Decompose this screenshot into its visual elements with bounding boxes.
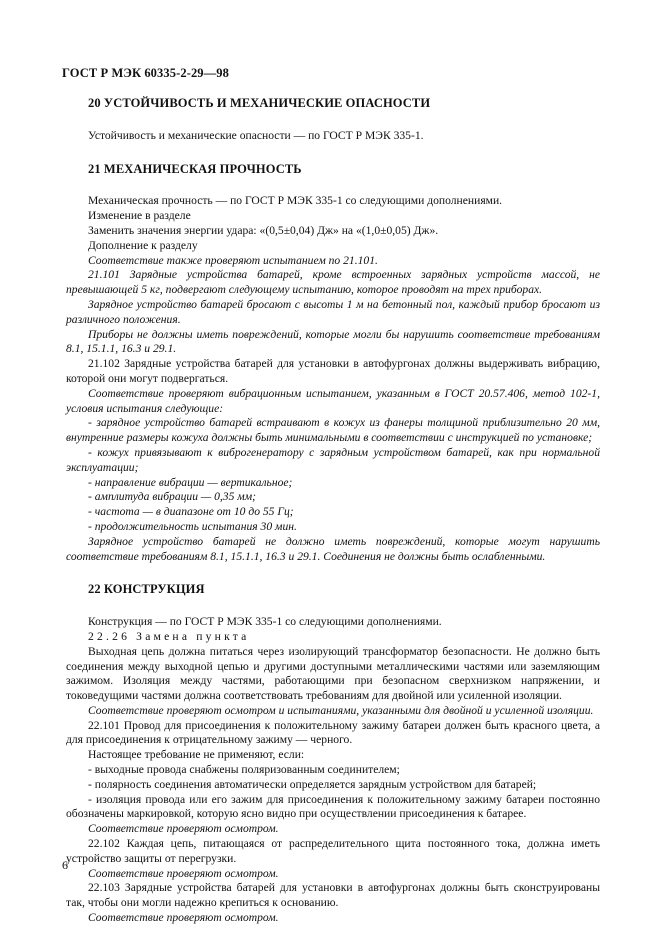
compliance-note: Зарядное устройство батарей не должно иметь повреждений, которые могут нарушить соответствие требованиям 8.1, 15.1.1, 16.3 и 29.1. Соединения не должны быть ослабленными. xyxy=(66,534,600,563)
compliance-note: Соответствие проверяют осмотром. xyxy=(88,866,279,880)
compliance-note: Соответствие проверяют осмотром. xyxy=(88,822,279,836)
list-item: - выходные провода снабжены поляризованным соединителем; xyxy=(88,763,400,777)
list-item: - амплитуда вибрации — 0,35 мм; xyxy=(88,490,256,504)
list-item: - направление вибрации — вертикальное; xyxy=(88,475,293,489)
clause-22-102: 22.102 Каждая цепь, питающаяся от распределительного щита постоянного тока, должна иметь устройство защиты от перегрузки. xyxy=(66,837,600,865)
list-item: - кожух привязывают к виброгенератору с зарядным устройством батарей, как при нормальной эксплуатации; xyxy=(66,445,600,474)
list-item: - продолжительность испытания 30 мин. xyxy=(88,519,297,533)
paragraph: Приборы не должны иметь повреждений, которые могли бы нарушить соответствие требованиям 8.1, 15.1.1, 16.3 и 29.1. xyxy=(66,327,600,356)
paragraph: Зарядное устройство батарей бросают с высоты 1 м на бетонный пол, каждый прибор бросают из различного положения. xyxy=(66,297,600,326)
paragraph: Механическая прочность — по ГОСТ Р МЭК 335-1 со следующими дополнениями. xyxy=(88,194,503,208)
compliance-note: Соответствие проверяют осмотром и испытаниями, указанными для двойной и усиленной изоляции. xyxy=(88,703,594,717)
section-21-title: 21 МЕХАНИЧЕСКАЯ ПРОЧНОСТЬ xyxy=(88,161,302,176)
page-number: 6 xyxy=(62,858,68,872)
document-body xyxy=(66,96,600,926)
section-20-title: 20 УСТОЙЧИВОСТЬ И МЕХАНИЧЕСКИЕ ОПАСНОСТИ xyxy=(88,96,431,110)
compliance-note: Соответствие проверяют осмотром. xyxy=(88,911,279,925)
paragraph: Изменение в разделе xyxy=(88,209,191,223)
compliance-note: Соответствие также проверяют испытанием по 21.101. xyxy=(88,253,378,267)
list-item: - зарядное устройство батарей встраивают в кожух из фанеры толщиной приблизительно 20 мм, внутренние размеры кожуха должны быть минимальными в соответствии с инструкцией по установке; xyxy=(66,416,600,445)
clause-21-102: 21.102 Зарядные устройства батарей для установки в автофургонах должны выдерживать вибрацию, которой они могут подвергаться. xyxy=(66,357,600,385)
paragraph: Настоящее требование не применяют, если: xyxy=(88,748,305,762)
paragraph: Конструкция — по ГОСТ Р МЭК 335-1 со следующими дополнениями. xyxy=(88,615,442,629)
clause-21-101: 21.101 Зарядные устройства батарей, кроме встроенных зарядных устройств массой, не превышающей 5 кг, подвергают следующему испытанию, которое проводят на трех приборах. xyxy=(66,268,600,297)
compliance-note: Соответствие проверяют вибрационным испытанием, указанным в ГОСТ 20.57.406, метод 102-1, условия испытания следующие: xyxy=(66,386,600,415)
clause-22-103: 22.103 Зарядные устройства батарей для установки в автофургонах должны быть сконструированы так, чтобы они могли надежно крепиться к основанию. xyxy=(66,881,600,910)
clause-22-101: 22.101 Провод для присоединения к положительному зажиму батареи должен быть красного цвета, а для присоединения к отрицательному зажиму — черного. xyxy=(66,718,600,747)
paragraph: Заменить значения энергии удара: «(0,5±0,04) Дж» на «(1,0±0,05) Дж». xyxy=(88,223,439,237)
paragraph: Выходная цепь должна питаться через изолирующий трансформатор безопасности. Не должно быть соединения между выходной цепью и другими доступными металлическими частями или заземляющим зажимом. Изоляция между частями, работающими при безопасном сверхнизком напряжении, и токоведущими частями должна соответствовать требованиям для двойной или усиленной изоляции. xyxy=(66,644,600,703)
paragraph: Дополнение к разделу xyxy=(88,238,198,252)
clause-22-26: 22.26 Замена пункта xyxy=(88,629,250,643)
list-item: - полярность соединения автоматически определяется зарядным устройством для батарей; xyxy=(88,777,537,791)
document-header: ГОСТ Р МЭК 60335-2-29—98 xyxy=(62,66,229,80)
list-item: - частота — в диапазоне от 10 до 55 Гц; xyxy=(88,505,294,519)
section-20-paragraph: Устойчивость и механические опасности — по ГОСТ Р МЭК 335-1. xyxy=(88,128,424,142)
list-item: - изоляция провода или его зажим для присоединения к положительному зажиму батареи постоянно обозначены маркировкой, которую ясно видно при осуществлении присоединения к батарее. xyxy=(66,792,600,821)
section-22-title: 22 КОНСТРУКЦИЯ xyxy=(88,582,205,597)
